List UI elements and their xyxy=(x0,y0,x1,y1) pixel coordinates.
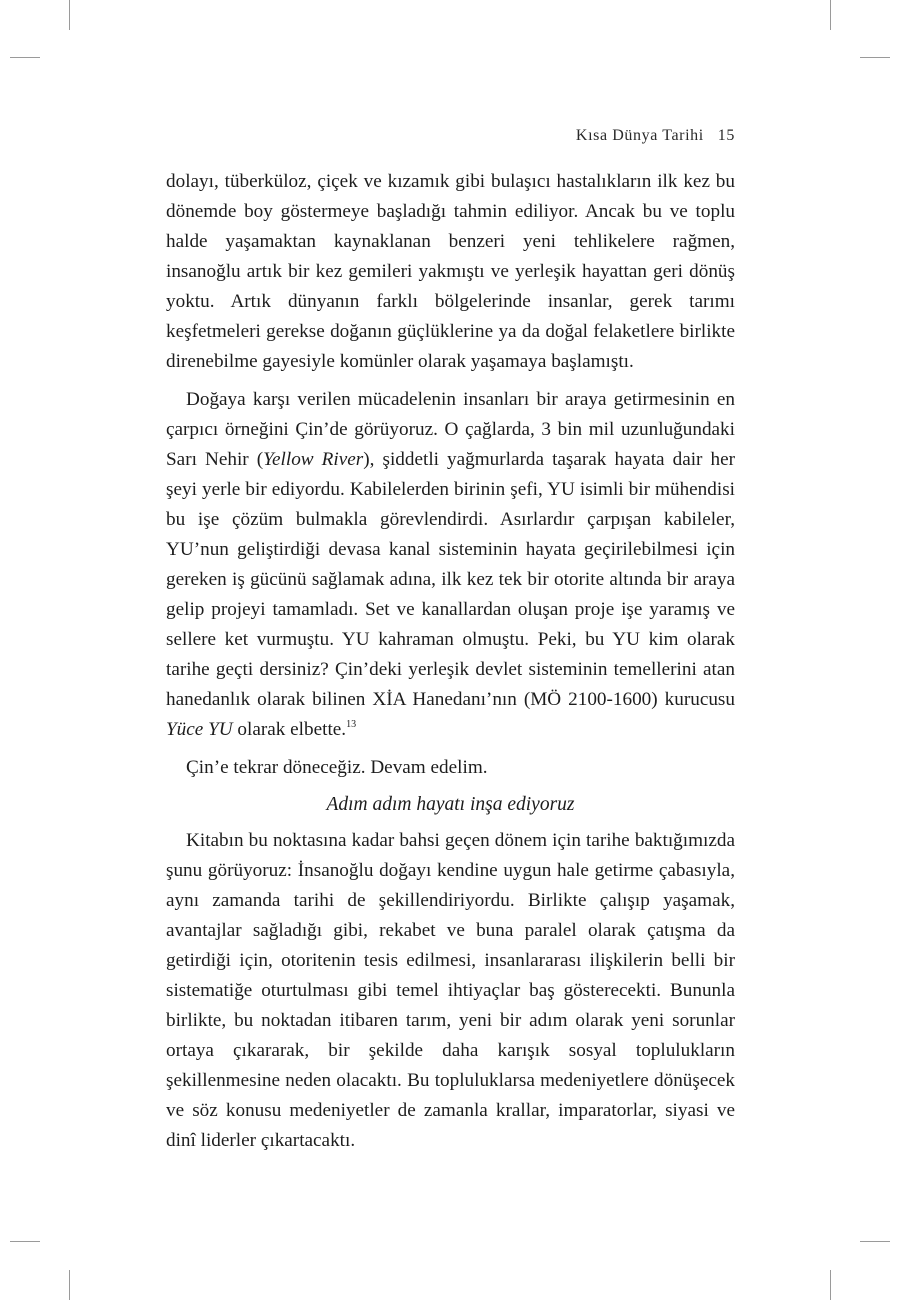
paragraph-1: dolayı, tüberküloz, çiçek ve kızamık gibi bulaşıcı hastalıkların ilk kez bu dönemde boy göstermeye başladığı tahmin ediliyor. Ancak bu ve toplu halde yaşamaktan kaynaklanan benzeri yeni tehlikelere rağmen, insanoğlu artık bir kez gemileri yakmıştı ve yerleşik hayattan geri dönüş yoktu. Artık dünyanın farklı bölgelerinde insanlar, gerek tarımı keşfetmeleri gerekse doğanın güçlüklerine ya da doğal felaketlere birlikte direnebilme gayesiyle komünler olarak yaşamaya başlamıştı. xyxy=(166,171,735,372)
page-number: 15 xyxy=(717,127,735,144)
footnote-ref: 13 xyxy=(346,719,357,730)
paragraph-2-part-c: olarak elbette. xyxy=(232,719,347,740)
paragraph-4: Kitabın bu noktasına kadar bahsi geçen dönem için tarihe baktığımızda şunu görüyoruz: İnsanoğlu doğayı kendine uygun hale getirme çabasıyla, aynı zamanda tarihi de şekillendiriyordu. Birlikte çalışıp yaşamak, avantajlar sağladığı gibi, rekabet ve buna paralel olarak çatışma da getirdiği için, otoritenin tesis edilmesi, insanlararası ilişkilerin belli bir sistematiğe oturtulması gibi temel ihtiyaçlar baş gösterecekti. Bununla birlikte, bu noktadan itibaren tarım, yeni bir adım olarak yeni sorunlar ortaya çıkararak, bir şekilde daha karışık sosyal toplulukların şekillenmesine neden olacaktı. Bu topluluklarsa medeniyetlere dönüşecek ve söz konusu medeniyetler de zamanla krallar, imparatorlar, siyasi ve dinî liderler çıkartacaktı. xyxy=(166,830,735,1151)
crop-mark xyxy=(830,1270,831,1300)
crop-mark xyxy=(69,0,70,30)
crop-mark xyxy=(830,0,831,30)
paragraph-2-part-a: Doğaya karşı verilen mücadelenin insanları bir araya getirmesinin en çarpıcı örneğini Çin’de görüyoruz. O çağlarda, 3 bin mil uzunluğundaki Sarı Nehir ( xyxy=(166,389,735,470)
paragraph-3: Çin’e tekrar döneceğiz. Devam edelim. xyxy=(186,757,488,778)
crop-mark xyxy=(69,1270,70,1300)
crop-mark xyxy=(10,1241,40,1242)
running-header xyxy=(576,127,735,145)
crop-mark xyxy=(860,57,890,58)
paragraph-2 xyxy=(166,385,735,745)
crop-mark xyxy=(860,1241,890,1242)
running-title: Kısa Dünya Tarihi xyxy=(575,127,704,144)
paragraph-2-italic: Yellow River xyxy=(263,449,364,470)
body-text xyxy=(166,167,735,1156)
paragraph-2-part-b: ), şiddetli yağmurlarda taşarak hayata dair her şeyi yerle bir ediyordu. Kabilelerden birinin şefi, YU isimli bir mühendisi bu işe çözüm bulmakla görevlendirdi. Asırlardır çarpışan kabileler, YU’nun geliştirdiği devasa kanal sisteminin hayata geçirilebilmesi için gereken iş gücünü sağlamak adına, ilk kez tek bir otorite altında bir araya gelip projeyi tamamladı. Set ve kanallardan oluşan proje işe yaramış ve sellere ket vurmuştu. YU kahraman olmuştu. Peki, bu YU kim olarak tarihe geçti dersiniz? Çin’deki yerleşik devlet sisteminin temellerini atan hanedanlık olarak bilinen XİA Hanedanı’nın (MÖ 2100-1600) kurucusu xyxy=(166,449,735,710)
paragraph-2-italic-name: Yüce YU xyxy=(166,719,233,740)
crop-mark xyxy=(10,57,40,58)
section-heading: Adım adım hayatı inşa ediyoruz xyxy=(326,794,575,815)
